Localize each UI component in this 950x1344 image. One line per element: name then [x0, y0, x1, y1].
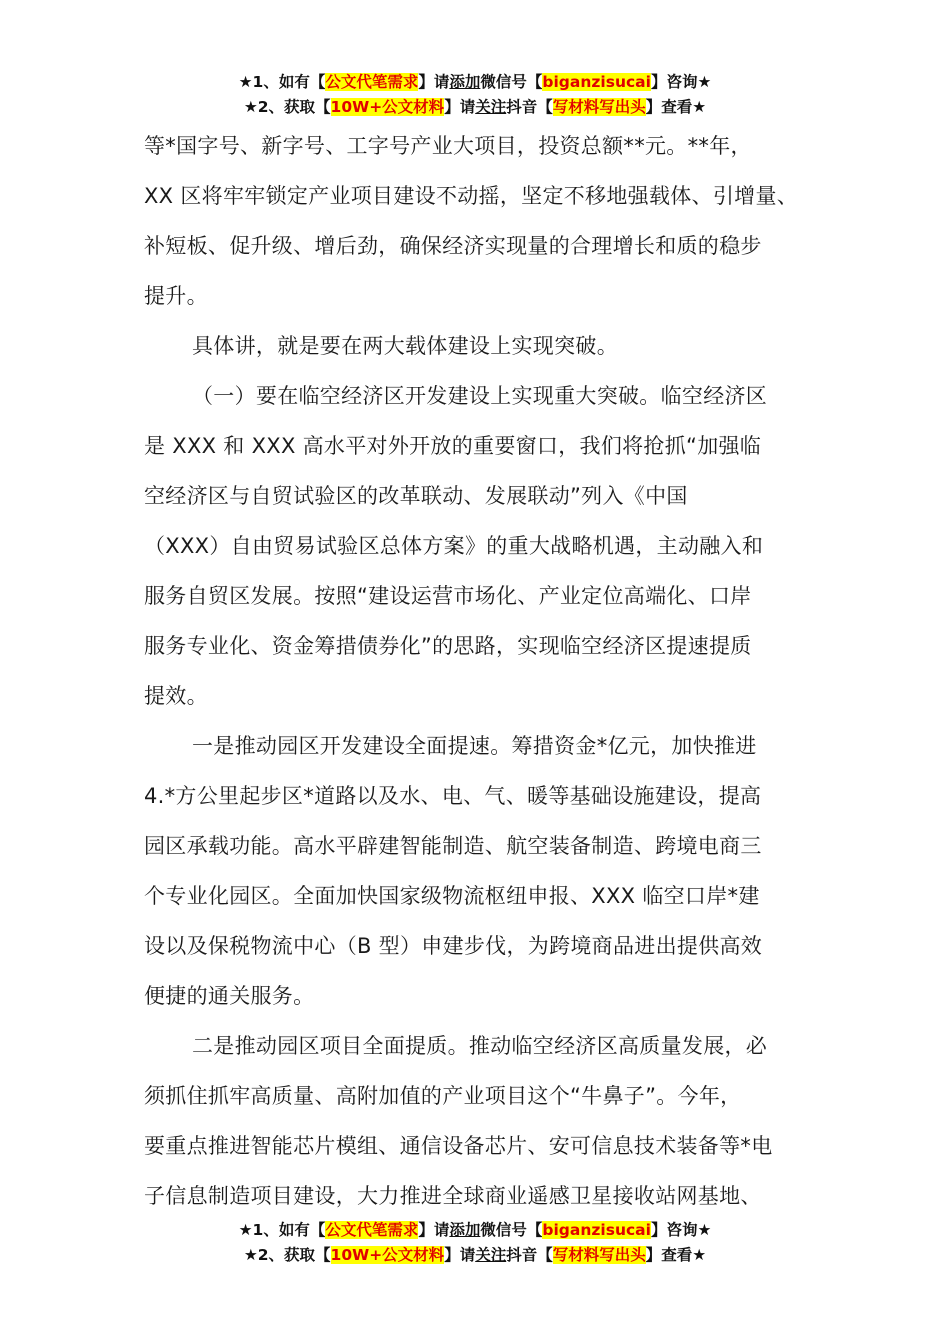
banner-highlight: biganzisucai: [542, 73, 651, 91]
banner-highlight: 10W+公文材料: [330, 98, 445, 116]
text-line: （XXX）自由贸易试验区总体方案》的重大战略机遇，主动融入和: [144, 534, 764, 558]
text-line: 是 XXX 和 XXX 高水平对外开放的重要窗口，我们将抢抓“加强临: [144, 434, 762, 458]
banner-highlight: 10W+公文材料: [330, 1246, 445, 1264]
text-line: 服务专业化、资金筹措债券化”的思路，实现临空经济区提速提质: [144, 634, 752, 658]
paragraph: [144, 321, 824, 371]
text-line: 提升。: [144, 284, 208, 308]
text-line: 子信息制造项目建设，大力推进全球商业遥感卫星接收站网基地、: [144, 1184, 762, 1208]
text-line: 一是推动园区开发建设全面提速。筹措资金*亿元，加快推进: [192, 734, 757, 758]
banner-highlight: 公文代笔需求: [325, 1221, 419, 1239]
paragraph: [144, 721, 824, 771]
banner-line-2: ★2、获取【10W+公文材料】请关注抖音【写材料写出头】查看★: [243, 1246, 707, 1264]
text-line: （一）要在临空经济区开发建设上实现重大突破。临空经济区: [192, 384, 768, 408]
paragraph: [144, 1021, 824, 1071]
banner-line-2: ★2、获取【10W+公文材料】请关注抖音【写材料写出头】查看★: [243, 98, 707, 116]
document-body: [144, 121, 824, 1221]
text-line: 设以及保税物流中心（B 型）申建步伐，为跨境商品进出提供高效: [144, 934, 763, 958]
paragraph: [144, 771, 824, 1021]
text-line: 个专业化园区。全面加快国家级物流枢纽申报、XXX 临空口岸*建: [144, 884, 760, 908]
text-line: 须抓住抓牢高质量、高附加值的产业项目这个“牛鼻子”。今年，: [144, 1084, 742, 1108]
text-line: 具体讲，就是要在两大载体建设上实现突破。: [192, 334, 618, 358]
text-line: 园区承载功能。高水平辟建智能制造、航空装备制造、跨境电商三: [144, 834, 762, 858]
header-banner: [0, 70, 950, 120]
text-line: 等*国字号、新字号、工字号产业大项目，投资总额**元。**年，: [144, 134, 752, 158]
text-line: 提效。: [144, 684, 208, 708]
paragraph: [144, 121, 824, 321]
banner-highlight: 公文代笔需求: [325, 73, 419, 91]
text-line: 补短板、促升级、增后劲，确保经济实现量的合理增长和质的稳步: [144, 234, 762, 258]
banner-highlight: biganzisucai: [542, 1221, 651, 1239]
banner-line-1: ★1、如有【公文代笔需求】请添加微信号【biganzisucai】咨询★: [238, 1221, 712, 1239]
text-line: 便捷的通关服务。: [144, 984, 315, 1008]
banner-highlight: 写材料写出头: [552, 98, 646, 116]
text-line: 空经济区与自贸试验区的改革联动、发展联动”列入《中国: [144, 484, 688, 508]
text-line: 服务自贸区发展。按照“建设运营市场化、产业定位高端化、口岸: [144, 584, 752, 608]
footer-banner: [0, 1218, 950, 1268]
text-line: 要重点推进智能芯片模组、通信设备芯片、安可信息技术装备等*电: [144, 1134, 773, 1158]
text-line: XX 区将牢牢锁定产业项目建设不动摇，坚定不移地强载体、引增量、: [144, 184, 799, 208]
banner-line-1: ★1、如有【公文代笔需求】请添加微信号【biganzisucai】咨询★: [238, 73, 712, 91]
paragraph: [144, 421, 824, 721]
paragraph: [144, 1071, 824, 1221]
text-line: 二是推动园区项目全面提质。推动临空经济区高质量发展，必: [192, 1034, 768, 1058]
text-line: 4.*方公里起步区*道路以及水、电、气、暖等基础设施建设，提高: [144, 784, 762, 808]
banner-highlight: 写材料写出头: [552, 1246, 646, 1264]
paragraph: [144, 371, 824, 421]
